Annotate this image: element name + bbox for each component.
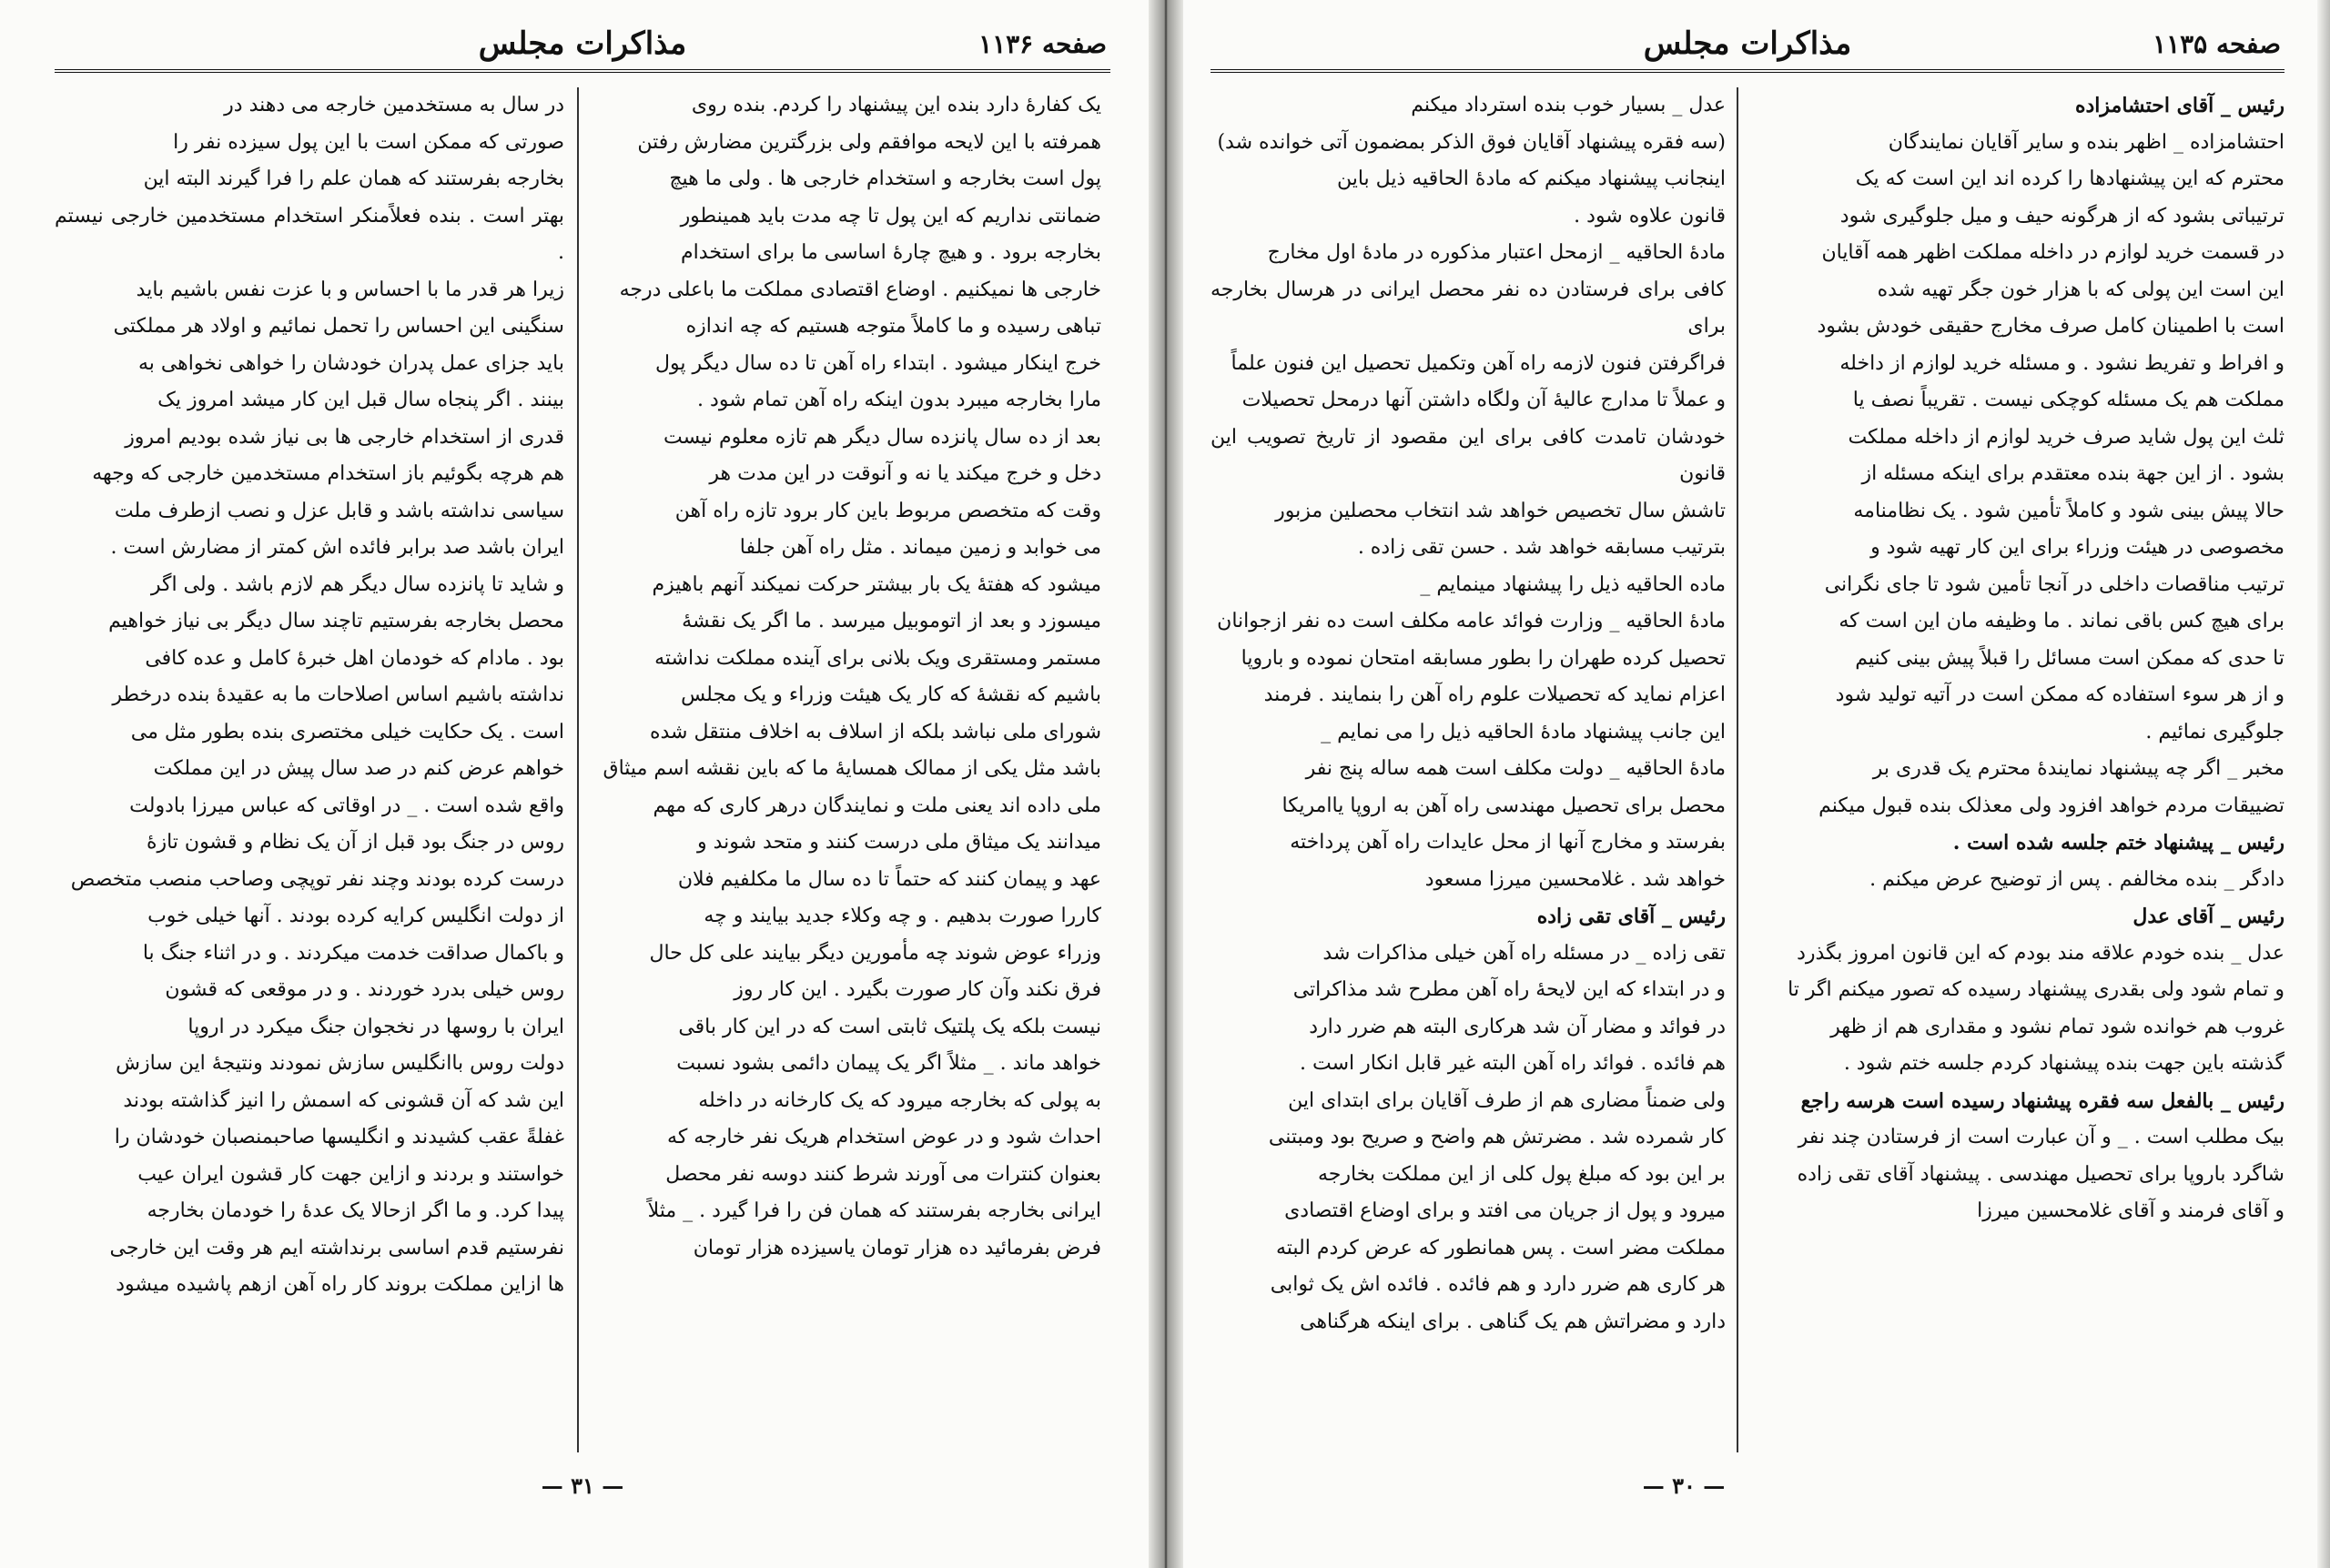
text-line: بینند . اگر پنجاه سال قبل این کار میشد امروز یک — [157, 389, 564, 411]
text-line: تباهی رسیده و ما کاملاً متوجه هستیم که چه اندازه — [685, 315, 1101, 338]
text-line: فرق نکند وآن کار صورت بگیرد . این کار روز — [734, 978, 1101, 1001]
text-line: و افراط و تفریط نشود . و مسئله خرید لوازم از داخله — [1839, 351, 2284, 375]
text-line: رئیس _ بالفعل سه فقره پیشنهاد رسیده است هرسه راجع — [1800, 1088, 2284, 1113]
text-line: دادگر _ بنده مخالفم . پس از توضیح عرض میکنم . — [1869, 867, 2284, 891]
text-line: خارجی ها نمیکنیم . اوضاع اقتصادی مملکت ما باعلی درجه — [619, 278, 1101, 301]
text-line: یک کفارهٔ دارد بنده این پیشنهاد را کردم. بنده روی — [691, 94, 1101, 116]
book-gutter — [1149, 0, 1183, 1568]
text-line: احتشامزاده _ اظهر بنده و سایر آقایان نمایندگان — [1888, 130, 2284, 154]
text-line: کافی برای فرستادن ده نفر محصل ایرانی در هرسال بخارجه برای — [1211, 278, 1726, 338]
text-line: کار شمرده شد . مضرتش هم واضح و صریح بود ومبتنی — [1268, 1126, 1726, 1148]
text-line: ثلث این پول شاید صرف خرید لوازم از داخله مملکت — [1848, 425, 2284, 449]
text-line: مادهٔ الحاقیه _ ازمحل اعتبار مذکوره در مادهٔ اول مخارج — [1267, 241, 1726, 264]
text-line: است با اطمینان کامل صرف مخارج حقیقی خودش بشود — [1817, 315, 2284, 338]
text-line: روس در جنگ بود قبل از آن یک نظام و قشون تازهٔ — [146, 831, 564, 854]
right-page-column-divider — [1737, 87, 1738, 1452]
text-line: بود . مادام که خودمان اهل خبرهٔ کامل و عده کافی — [145, 646, 564, 670]
left-page-footer-number: — ۳۱ — — [541, 1472, 624, 1499]
text-line: وزراء عوض شوند چه مأمورین دیگر بیایند علی کل حال — [649, 941, 1101, 965]
text-line: این شد که آن قشونی که اسمش را انیز گذاشته بودند — [123, 1088, 564, 1112]
text-line: محصل بخارجه بفرستیم تاچند سال دیگر بی نیاز خواهیم — [108, 610, 564, 632]
text-line: مخبر _ اگر چه پیشنهاد نمایندهٔ محترم یک قدری بر — [1872, 757, 2284, 780]
text-line: شاگرد باروپا برای تحصیل مهندسی . پیشنهاد آقای تقی زاده — [1797, 1162, 2284, 1186]
text-line: و تمام شود ولی بقدری پیشنهاد رسیده که تصور میکنم اگر تا — [1788, 978, 2284, 1001]
text-line: بر این بود که مبلغ پول کلی از این مملکت بخارجه — [1317, 1162, 1726, 1186]
text-line: نفرستیم قدم اساسی برنداشته ایم هر وقت این خارجی — [109, 1236, 564, 1259]
text-line: اینجانب پیشنهاد میکنم که مادهٔ الحاقیه ذیل باین — [1336, 167, 1726, 190]
text-line: محصل برای تحصیل مهندسی راه آهن به اروپا یاامریکا — [1282, 794, 1726, 817]
left-page-column-divider — [577, 87, 579, 1452]
text-line: به پولی که بخارجه میرود که یک کارخانه در داخله — [698, 1088, 1101, 1112]
text-line: هر کاری هم ضرر دارد و هم فائده . فائده اش یک ثوابی — [1270, 1273, 1726, 1296]
text-line: مملکت هم یک مسئله کوچکی نیست . تقریباً نصف یا — [1852, 389, 2284, 411]
text-line: بشود . از این جهة بنده معتقدم برای اینکه مسئله از — [1861, 462, 2284, 485]
left-page — [0, 0, 1149, 1568]
text-line: بیک مطلب است . _ و آن عبارت است از فرستادن چند نفر — [1798, 1126, 2284, 1148]
text-line: خواهم عرض کنم در صد سال پیش در این مملکت — [153, 757, 564, 780]
text-line: زیرا هر قدر ما با احساس و با عزت نفس باشیم باید — [136, 278, 564, 301]
text-line: باشیم که نقشهٔ که کار یک هیئت وزراء و یک مجلس — [681, 683, 1101, 706]
text-line: نداشته باشیم اساس اصلاحات ما به عقیدهٔ بنده درخطر — [112, 683, 564, 706]
text-line: مارا بخارجه میبرد بدون اینکه راه آهن تمام شود . — [697, 389, 1101, 411]
text-line: جلوگیری نمائیم . — [2145, 720, 2284, 744]
text-line: غفلةً عقب کشیدند و انگلیسها صاحبمنصبان خودشان را — [114, 1126, 564, 1148]
text-line: ها ازاین مملکت بروند کار راه آهن ازهم پاشیده میشود — [116, 1273, 564, 1296]
text-line: ترتیباتی بشود که از هرگونه حیف و میل جلوگیری شود — [1839, 204, 2284, 228]
text-line: مملکت مضر است . پس همانطور که عرض کردم البته — [1275, 1236, 1726, 1259]
text-line: ترتیب مناقصات داخلی در آنجا تأمین شود تا جای نگرانی — [1824, 572, 2284, 596]
text-line: اعزام نماید که تحصیلات علوم راه آهن را بنمایند . فرمند — [1263, 683, 1726, 706]
text-line: خودشان تامدت کافی برای این مقصود از تاریخ تصویب این قانون — [1211, 425, 1726, 485]
text-line: خرج اینکار میشود . ابتداء راه آهن تا ده سال دیگر پول — [655, 351, 1101, 375]
text-line: هم فائده . فوائد راه آهن البته غیر قابل انکار است . — [1300, 1052, 1726, 1075]
text-line: قدری از استخدام خارجی ها بی نیاز شده بودیم امروز — [125, 425, 564, 449]
left-page-title: مذاکرات مجلس — [478, 25, 687, 62]
text-line: غروب هم خوانده شود تمام نشود و مقداری هم از ظهر — [1830, 1015, 2284, 1038]
left-page-column-left — [55, 87, 564, 1452]
text-line: هم هرچه بگوئیم باز استخدام مستخدمین خارجی که وجهه — [92, 462, 564, 485]
text-line: رئیس _ آقای احتشامزاده — [2074, 94, 2284, 117]
text-line: بترتیب مسابقه خواهد شد . حسن تقی زاده . — [1357, 536, 1726, 559]
text-line: تا حدی که ممکن است مسائل را قبلاً پیش بینی کنیم — [1855, 646, 2284, 670]
text-line: ولی ضمناً مضاری هم از طرف آقایان برای ابتدای این — [1288, 1088, 1726, 1112]
text-line: و آقای فرمند و آقای غلامحسین میرزا — [1977, 1199, 2284, 1222]
text-line: (سه فقره پیشنهاد آقایان فوق الذکر بمضمون آتی خوانده شد) — [1217, 130, 1726, 154]
text-line: بخارجه بفرستند که همان علم را فرا گیرند البته این — [143, 167, 564, 190]
text-line: تاشش سال تخصیص خواهد شد انتخاب محصلین مزبور — [1275, 499, 1726, 522]
text-line: فراگرفتن فنون لازمه راه آهن وتکمیل تحصیل این فنون علماً — [1231, 351, 1726, 375]
text-line: و از هر سوء استفاده که ممکن است در آتیه تولید شود — [1835, 683, 2284, 706]
text-line: و در ابتداء که این لایحهٔ راه آهن مطرح شد مذاکراتی — [1292, 978, 1726, 1001]
text-line: محترم که این پیشنهادها را کرده اند این است که یک — [1855, 167, 2284, 190]
text-line: است . یک حکایت خیلی مختصری بنده بطور مثل می — [130, 720, 564, 744]
text-line: در قسمت خرید لوازم در داخله مملکت اظهر همه آقایان — [1821, 241, 2284, 264]
text-line: مادهٔ الحاقیه _ دولت مکلف است همه ساله پنج نفر — [1305, 757, 1726, 780]
right-page-column-right — [1749, 87, 2284, 1452]
text-line: دارد و مضراتش هم یک گناهی . برای اینکه هرگناهی — [1300, 1310, 1726, 1333]
text-line: ماده الحاقیه ذیل را پیشنهاد مینمایم _ — [1420, 572, 1726, 596]
text-line: پیدا کرد. و ما اگر ازحالا یک عدهٔ را خودمان بخارجه — [147, 1199, 564, 1222]
text-line: فرض بفرمائید ده هزار تومان یاسیزده هزار تومان — [693, 1236, 1101, 1259]
left-page-number: صفحه ۱۱۳۶ — [978, 29, 1107, 59]
text-line: ایران با روسها در نخجوان جنگ میکرد در اروپا — [187, 1015, 564, 1038]
text-line: خواهد شد . غلامحسین میرزا مسعود — [1424, 867, 1726, 891]
right-page-footer-number: — ۳۰ — — [1642, 1472, 1726, 1499]
text-line: درست کرده بودند وچند نفر توپچی وصاحب منصب متخصص — [70, 867, 564, 891]
text-line: از دولت انگلیس کرایه کرده بودند . آنها خیلی خوب — [147, 905, 564, 927]
text-line: عدل _ بسیار خوب بنده استرداد میکنم — [1411, 94, 1726, 116]
text-line: باید جزای عمل پدران خودشان را خواهی نخواهی به — [137, 351, 564, 375]
text-line: رئیس _ پیشنهاد ختم جلسه شده است . — [1952, 831, 2284, 855]
left-page-header — [55, 25, 1110, 73]
text-line: خواستند و بردند و ازاین جهت کار قشون ایران عیب — [137, 1162, 564, 1186]
text-line: مستمر ومستقری ویک بلانی برای آینده مملکت نداشته — [654, 646, 1101, 670]
text-line: بخارجه برود . و هیچ چارهٔ اساسی ما برای استخدام — [681, 241, 1101, 264]
text-line: میرود و پول از جریان می افتد و برای اوضاع اقتصادی — [1284, 1199, 1726, 1222]
text-line: عهد و پیمان کنند که حتماً تا ده سال ما مکلفیم فلان — [677, 867, 1101, 891]
text-line: بفرستد و مخارج آنها از محل عایدات راه آهن پرداخته — [1290, 831, 1726, 854]
text-line: گذشته باین جهت بنده پیشنهاد کردم جلسه ختم شود . — [1843, 1052, 2284, 1075]
text-line: نیست بلکه یک پلتیک ثابتی است که در این کار باقی — [678, 1015, 1101, 1038]
text-line: سیاسی نداشته باشد و قابل عزل و نصب ازطرف ملت — [114, 499, 564, 522]
text-line: خواهد ماند . _ مثلاً اگر یک پیمان دائمی بشود نسبت — [676, 1052, 1101, 1075]
text-line: برای هیچ کس باقی نماند . ما وظیفه مان این است که — [1839, 610, 2284, 632]
text-line: بعنوان کنترات می آورند شرط کنند دوسه نفر محصل — [665, 1162, 1101, 1186]
right-page — [1183, 0, 2330, 1568]
text-line: پول است بخارجه و استخدام خارجی ها . ولی ما هیچ — [669, 167, 1101, 190]
text-line: دولت روس باانگلیس سازش نمودند ونتیجهٔ این سازش — [116, 1052, 564, 1075]
text-line: میشود که هفتهٔ یک بار بیشتر حرکت نمیکند آنهم باهیزم — [652, 572, 1101, 596]
text-line: قانون علاوه شود . — [1574, 204, 1726, 228]
text-line: عدل _ بنده خودم علاقه مند بودم که این قانون امروز بگذرد — [1797, 941, 2284, 965]
text-line: میسوزد و بعد از اتوموبیل میرسد . ما اگر یک نقشهٔ — [682, 610, 1101, 632]
text-line: می خوابد و زمین میماند . مثل راه آهن جلفا — [739, 536, 1101, 559]
text-line: و عملاً تا مدارج عالیهٔ آن ولگاه داشتن آنها درمحل تحصیلات — [1241, 389, 1726, 411]
text-line: احداث شود و در عوض استخدام هریک نفر خارجه که — [667, 1126, 1101, 1148]
right-page-column-left — [1211, 87, 1726, 1452]
text-line: روس خیلی بدرد خوردند . و در موقعی که قشون — [165, 978, 564, 1001]
text-line: تضییقات مردم خواهد افزود ولی معذلک بنده قبول میکنم — [1818, 794, 2284, 817]
left-page-column-right — [592, 87, 1101, 1452]
right-page-title: مذاکرات مجلس — [1643, 25, 1852, 62]
text-line: ایرانی بخارجه بفرستند که همان فن را فرا گیرد . _ مثلاً — [647, 1199, 1101, 1222]
text-line: صورتی که ممکن است با این پول سیزده نفر را — [173, 130, 564, 154]
text-line: دخل و خرج میکند یا نه و آنوقت در این مدت هر — [709, 462, 1101, 485]
text-line: در فوائد و مضار آن شد هرکاری البته هم ضرر دارد — [1309, 1015, 1726, 1038]
text-line: شورای ملی نباشد بلکه از اسلاف به اخلاف منتقل شده — [649, 720, 1101, 744]
text-line: همرفته با این لایحه موافقم ولی بزرگترین مضارش رفتن — [637, 130, 1101, 154]
text-line: تحصیل کرده طهران را بطور مسابقه امتحان نموده و باروپا — [1241, 646, 1726, 670]
text-line: این است این پولی که با هزار خون جگر تهیه شده — [1877, 278, 2284, 301]
text-line: واقع شده است . _ در اوقاتی که عباس میرزا بادولت — [129, 794, 564, 817]
right-page-header — [1211, 25, 2284, 73]
page-edge-shadow — [2317, 0, 2330, 1568]
text-line: سنگینی این احساس را تحمل نمائیم و اولاد هر مملکتی — [113, 315, 564, 338]
text-line: در سال به مستخدمین خارجه می دهند در — [224, 94, 564, 116]
text-line: مادهٔ الحاقیه _ وزارت فوائد عامه مکلف است ده نفر ازجوانان — [1217, 610, 1726, 632]
text-line: میدانند یک میثاق ملی درست کنند و متحد شوند و — [696, 831, 1101, 854]
text-line: ایران باشد صد برابر فائده اش کمتر از مضارش است . — [110, 536, 564, 559]
text-line: رئیس _ آقای عدل — [2132, 905, 2284, 928]
text-line: بهتر است . بنده فعلاًمنکر استخدام مستخدمین خارجی نیستم . — [55, 204, 564, 264]
text-line: این جانب پیشنهاد مادهٔ الحاقیه ذیل را می نمایم _ — [1321, 720, 1726, 744]
right-page-number: صفحه ۱۱۳۵ — [2153, 29, 2281, 59]
text-line: تقی زاده _ در مسئله راه آهن خیلی مذاکرات شد — [1322, 941, 1726, 965]
text-line: و شاید تا پانزده سال دیگر هم لازم باشد . ولی اگر — [150, 572, 564, 596]
text-line: باشد مثل یکی از ممالک همسایهٔ ما که باین نقشه اسم میثاق — [603, 757, 1101, 780]
text-line: ضمانتی نداریم که این پول تا چه مدت باید همینطور — [680, 204, 1101, 228]
text-line: ملی داده اند یعنی ملت و نمایندگان درهر کاری که مهم — [653, 794, 1101, 817]
text-line: کاررا صورت بدهیم . و چه وکلاء جدید بیایند و چه — [704, 905, 1101, 927]
text-line: بعد از ده سال پانزده سال دیگر هم تازه معلوم نیست — [663, 425, 1101, 449]
text-line: رئیس _ آقای تقی زاده — [1536, 905, 1726, 928]
text-line: و باکمال صداقت خدمت میکردند . و در اثناء جنگ با — [142, 941, 564, 965]
text-line: مخصوصی در هیئت وزراء برای این کار تهیه شود و — [1870, 536, 2284, 559]
text-line: وقت که متخصص مربوط باین کار برود تازه راه آهن — [674, 499, 1101, 522]
text-line: حالا پیش بینی شود و کاملاً تأمین شود . یک نظامنامه — [1853, 499, 2284, 522]
